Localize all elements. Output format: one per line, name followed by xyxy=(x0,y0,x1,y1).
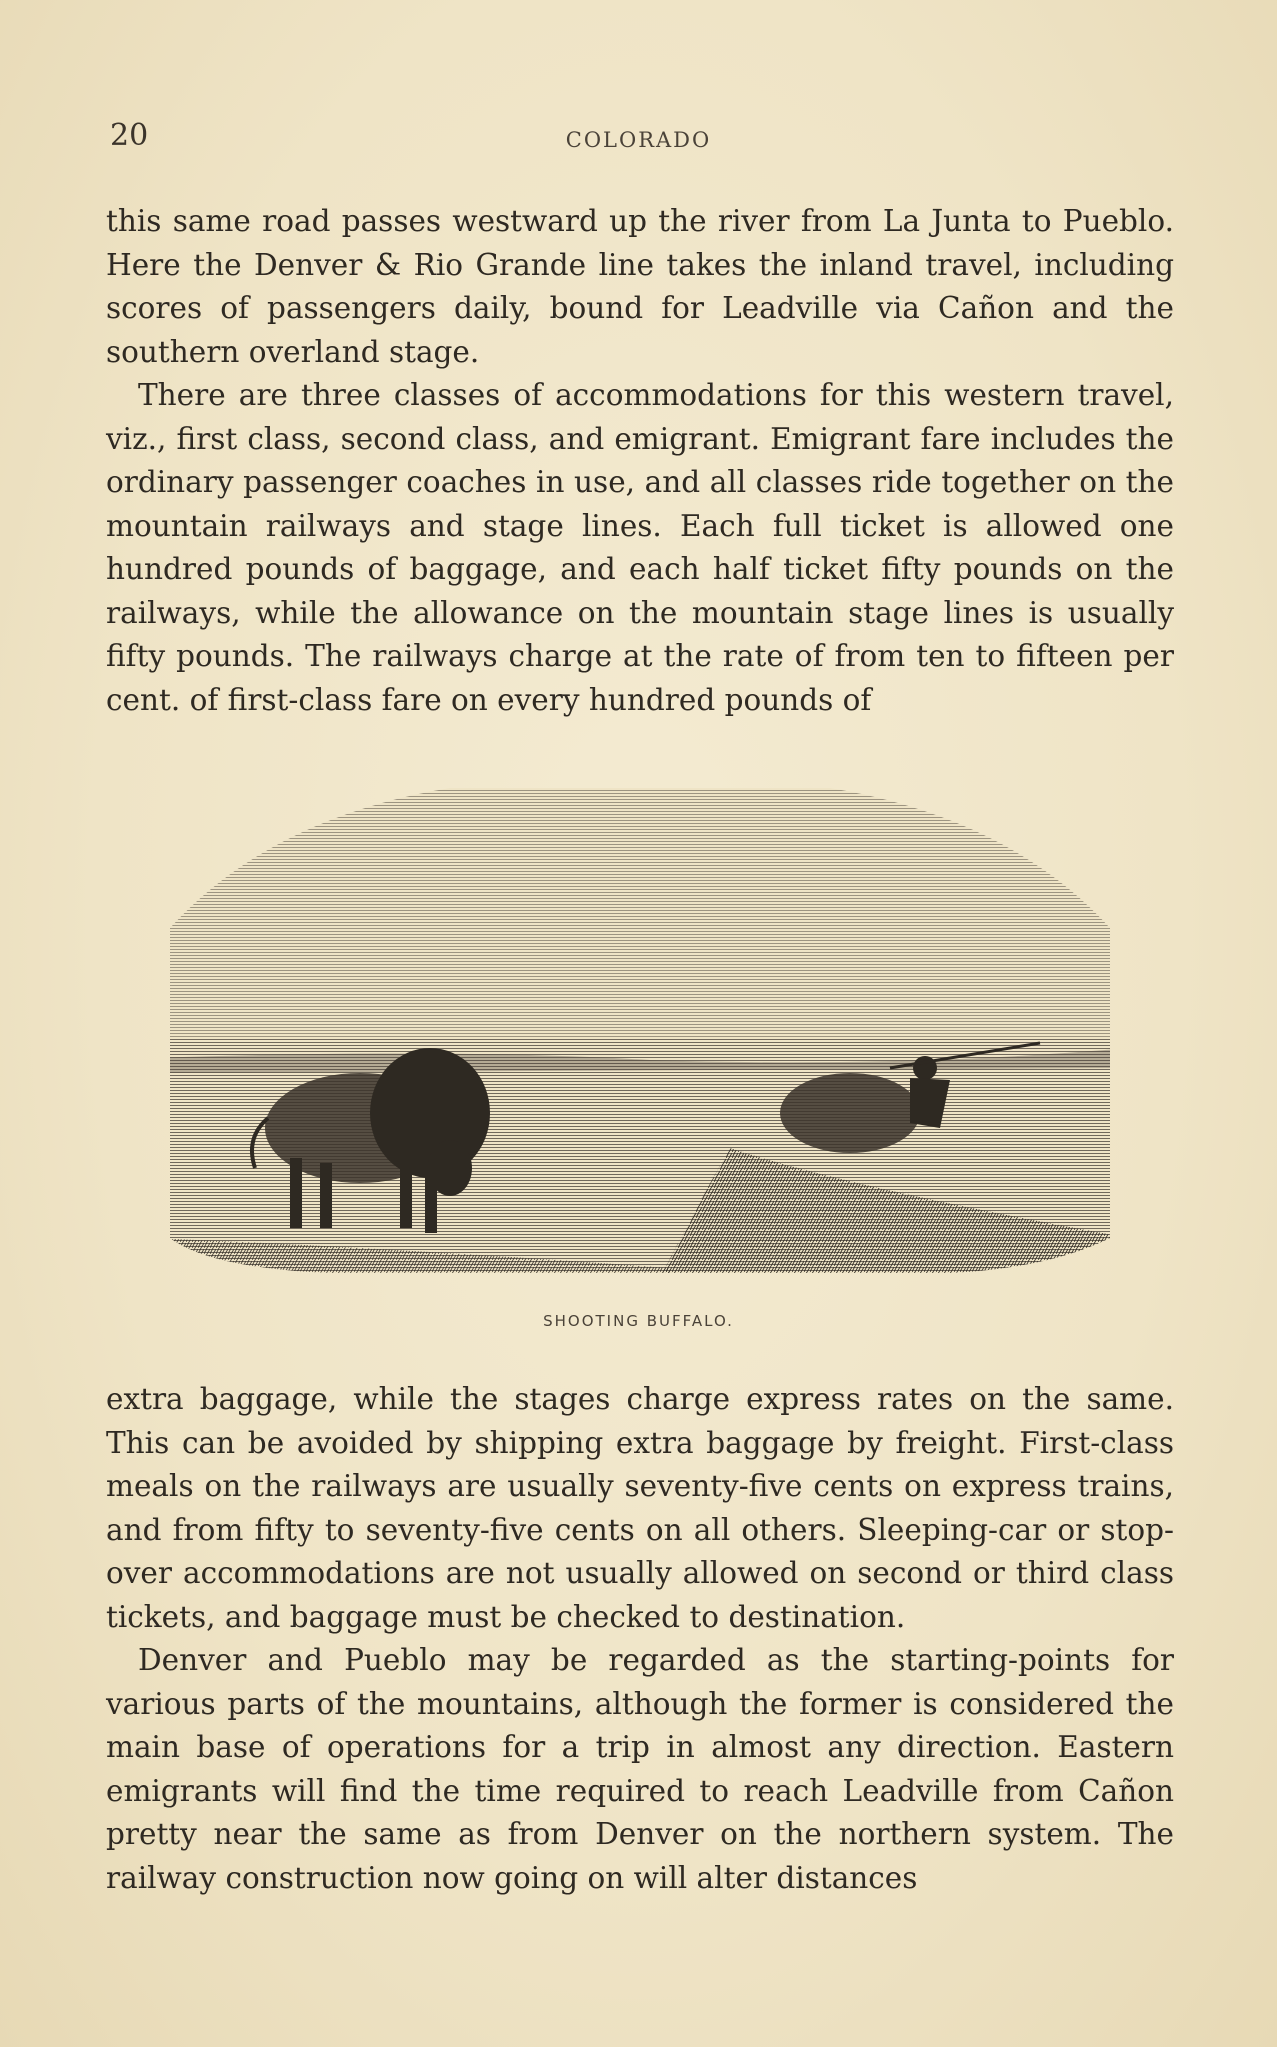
buffalo-engraving xyxy=(150,768,1130,1298)
figure-caption: SHOOTING BUFFALO. xyxy=(543,1312,734,1330)
paragraph: extra baggage, while the stages charge express rates on the same. This can be avoided by shipping extra baggage by freight. First-class meals on the railways are usually seventy-five cents on express trains, and from fifty to seventy-five cents on all others. Sleeping-car or stop-over accommodations are not usually allowed on second or third class tickets, and baggage must be checked to destination. xyxy=(106,1382,1174,1634)
running-head: COLORADO xyxy=(565,128,712,152)
page-number: 20 xyxy=(110,118,149,153)
paragraph: Denver and Pueblo may be regarded as the starting-points for various parts of the mountains, although the former is considered the main base of operations for a trip in almost any direction. Eastern emigrants will find the time required to reach Leadville from Cañon pretty near the same as from Denver on the northern system. The railway construction now going on will alter distances xyxy=(106,1643,1174,1895)
text-block-bottom xyxy=(106,1378,1174,1900)
paragraph: There are three classes of accommodations for this western travel, viz., first class, second class, and emigrant. Emigrant fare includes the ordinary passenger coaches in use, and all classes ride together on the mountain railways and stage lines. Each full ticket is allowed one hundred pounds of baggage, and each half ticket fifty pounds on the railways, while the allowance on the mountain stage lines is usually fifty pounds. The railways charge at the rate of from ten to fifteen per cent. of first-class fare on every hundred pounds of xyxy=(106,378,1174,717)
text-block-top xyxy=(106,200,1174,722)
paragraph: this same road passes westward up the river from La Junta to Pueblo. Here the Denver & Rio Grande line takes the inland travel, including scores of passengers daily, bound for Leadville via Cañon and the southern overland stage. xyxy=(106,204,1174,369)
